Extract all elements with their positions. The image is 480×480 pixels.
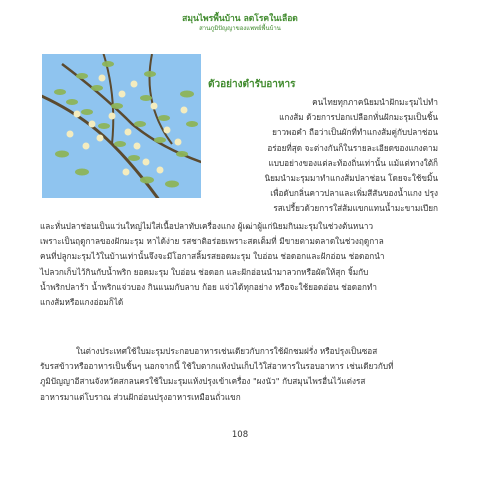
- text-line: อร่อยที่สุด จะต่างกันก็ในรายละเอียดของแกงตาม: [267, 142, 438, 153]
- book-subtitle: สานภูมิปัญญาของแพทย์พื้นบ้าน: [199, 25, 281, 33]
- text-line: รสเปรี้ยวด้วยการใส่ส้มแขกแทนน้ำมะขามเปียก: [273, 203, 438, 214]
- text-line: คนไทยทุกภาคนิยมนำฝักมะรุมไปทำ: [312, 97, 438, 107]
- text-line: แบบอย่างของแต่ละท้องถิ่นเท่านั้น แม้แต่ทางใต้ก็: [268, 157, 438, 168]
- moringa-photo: [42, 54, 201, 198]
- text-line: แกงส้ม ด้วยการปอกเปลือกหั่นฝักมะรุมเป็นชิ้น: [279, 112, 438, 123]
- text-line: น้ำพริกปลาร้า น้ำพริกแจ่วบอง กินแนมกับลาบ ก้อย แจ่วได้ทุกอย่าง หรือจะใช้ยอดอ่อน ช่อดอกทำ: [40, 281, 377, 292]
- moringa-illustration: [42, 54, 201, 198]
- text-line: คนที่ปลูกมะรุมไว้ในบ้านเท่านั้นจึงจะมีโอกาสลิ้มรสยอดมะรุม ใบอ่อน ช่อดอกและฝักอ่อน ช่อดอกนำ: [40, 251, 385, 262]
- paragraph-1-right-column: [208, 95, 438, 217]
- text-line: เพราะเป็นฤดูกาลของฝักมะรุม หาได้ง่าย รสชาติอร่อยเพราะสดเต็มที่ มีขายตามตลาดในช่วงฤดูกาล: [40, 236, 384, 247]
- text-line: อาหารมาแต่โบราณ ส่วนฝักอ่อนปรุงอาหารเหมือนถั่วแขก: [40, 391, 241, 402]
- text-line: นิยมนำมะรุมมาทำแกงส้มปลาช่อน โดยจะใช้ขมิ้น: [264, 173, 438, 184]
- page-number: 108: [231, 430, 249, 440]
- text-line: ภูมิปัญญาอีสานจังหวัดสกลนครใช้ใบมะรุมแห้งปรุงเข้าเครื่อง "ผงนัว" กับสมุนไพรอื่นไว้แต่งรส: [40, 376, 366, 387]
- book-title: สมุนไพรพื้นบ้าน ลดโรคในเลือด: [182, 14, 298, 24]
- text-line: ไปลวกเก็บไว้กินกับน้ำพริก ยอดมะรุม ใบอ่อน ช่อดอก และฝักอ่อนนำมาลวกหรือผัดให้สุก จิ้มกับ: [40, 266, 369, 277]
- running-head: [0, 14, 480, 32]
- paragraph-1-full-width: [40, 219, 440, 310]
- text-line: เพื่อดับกลิ่นคาวปลาและเพิ่มสีสันของน้ำแกง ปรุง: [270, 188, 438, 199]
- text-line: ในต่างประเทศใช้ใบมะรุมประกอบอาหารเช่นเดียวกับการใช้ผักชมฝรั่ง หรือปรุงเป็นซอส: [76, 346, 378, 356]
- text-line: ยาวพอคำ ถือว่าเป็นผักที่ทำแกงส้มคู่กับปลาช่อน: [272, 127, 438, 138]
- section-heading: ตัวอย่างตำรับอาหาร: [208, 79, 296, 90]
- text-line: และหั่นปลาช่อนเป็นแว่นใหญ่ไม่ใส่เนื้อปลาทับเครื่องแกง ผู้เฒ่าผู้แก่นิยมกินมะรุมในช่วงต้นหนาว: [40, 221, 374, 231]
- text-line: แกงส้มหรือแกงอ่อมก็ได้: [40, 297, 124, 308]
- paragraph-2: [40, 344, 440, 405]
- text-line: รับรสข้าวหรืออาหารเป็นชิ้นๆ นอกจากนี้ ใช้ใบตากแห้งป่นเก็บไว้ใส่อาหารในรอบอาหาร เช่นเดียวกับที่: [40, 361, 394, 372]
